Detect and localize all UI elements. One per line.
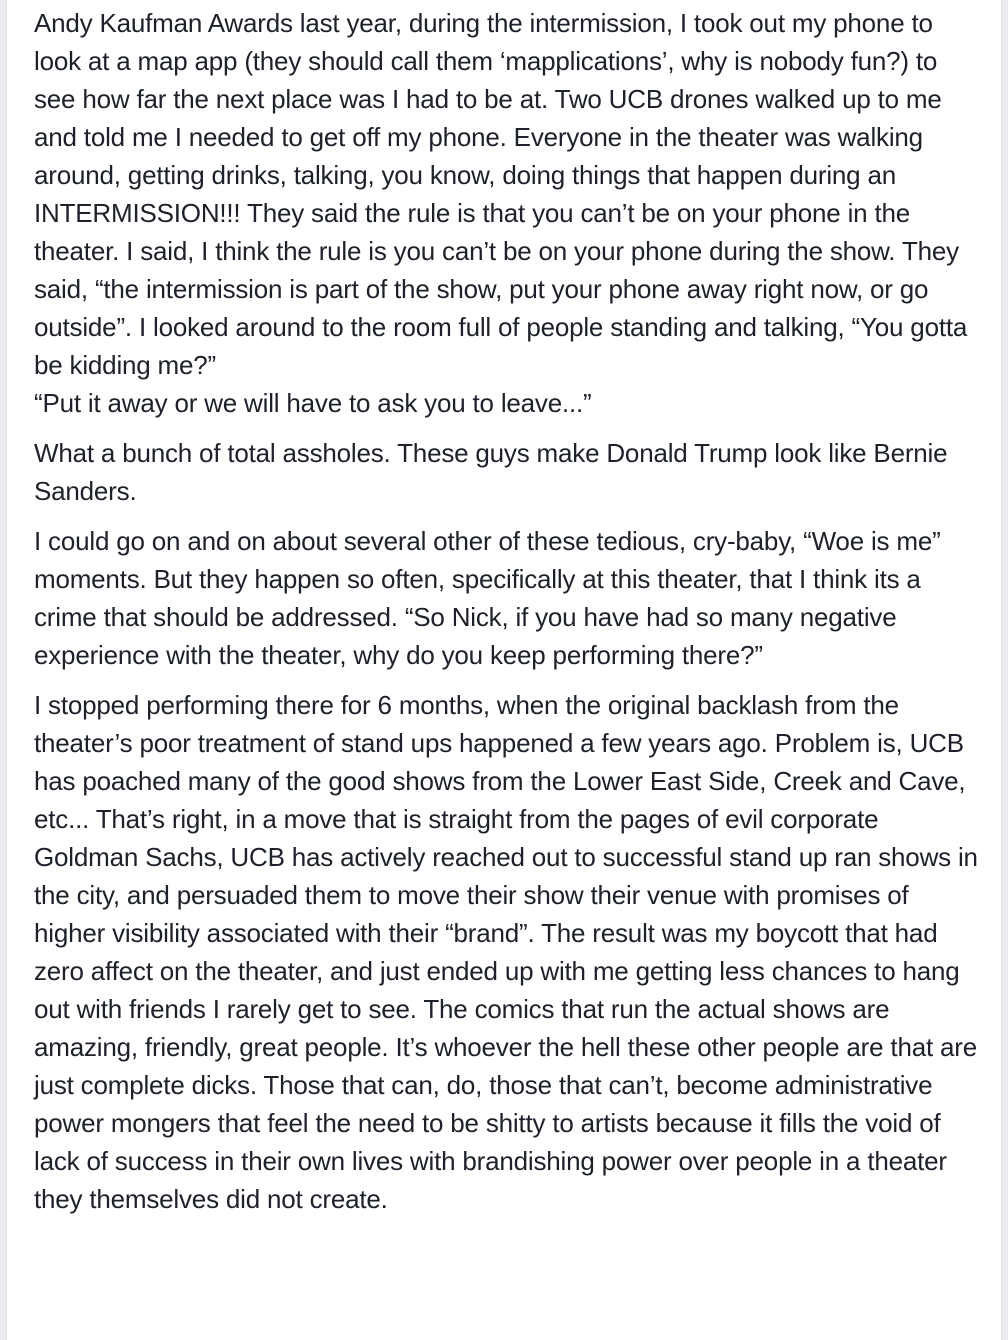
left-border (0, 0, 7, 1340)
post-paragraph-3: I could go on and on about several other of these tedious, cry-baby, “Woe is me” moments. But they happen so often, specifically at this theater, that I think its a crime that should be addressed. “So Nick, if you have had so many negative experience with the theater, why do you keep performing there?” (34, 526, 941, 670)
post-body (34, 4, 984, 1230)
post-paragraph-2: What a bunch of total assholes. These guys make Donald Trump look like Bernie Sanders. (34, 438, 948, 506)
post-paragraph-4: I stopped performing there for 6 months, when the original backlash from the theater’s poor treatment of stand ups happened a few years ago. Problem is, UCB has poached many of the good shows from the Lower East Side, Creek and Cave, etc... That’s right, in a move that is straight from the pages of evil corporate Goldman Sachs, UCB has actively reached out to successful stand up ran shows in the city, and persuaded them to move their show their venue with promises of higher visibility associated with their “brand”. The result was my boycott that had zero affect on the theater, and just ended up with me getting less chances to hang out with friends I rarely get to see. The comics that run the actual shows are amazing, friendly, great people. It’s whoever the hell these other people are that are just complete dicks. Those that can, do, those that can’t, become administrative power mongers that feel the need to be shitty to artists because it fills the void of lack of success in their own lives with brandishing power over people in a theater they themselves did not create. (34, 690, 978, 1214)
post-paragraph-1: Andy Kaufman Awards last year, during the intermission, I took out my phone to look at a map app (they should call them ‘mapplications’, why is nobody fun?) to see how far the next place was I had to be at. Two UCB drones walked up to me and told me I needed to get off my phone. Everyone in the theater was walking around, getting drinks, talking, you know, doing things that happen during an INTERMISSION!!! They said the rule is that you can’t be on your phone in the theater. I said, I think the rule is you can’t be on your phone during the show. They said, “the intermission is part of the show, put your phone away right now, or go outside”. I looked around to the room full of people standing and talking, “You gotta be kidding me?” “Put it away or we will have to ask you to leave...” (34, 8, 968, 418)
right-border (1001, 0, 1008, 1340)
